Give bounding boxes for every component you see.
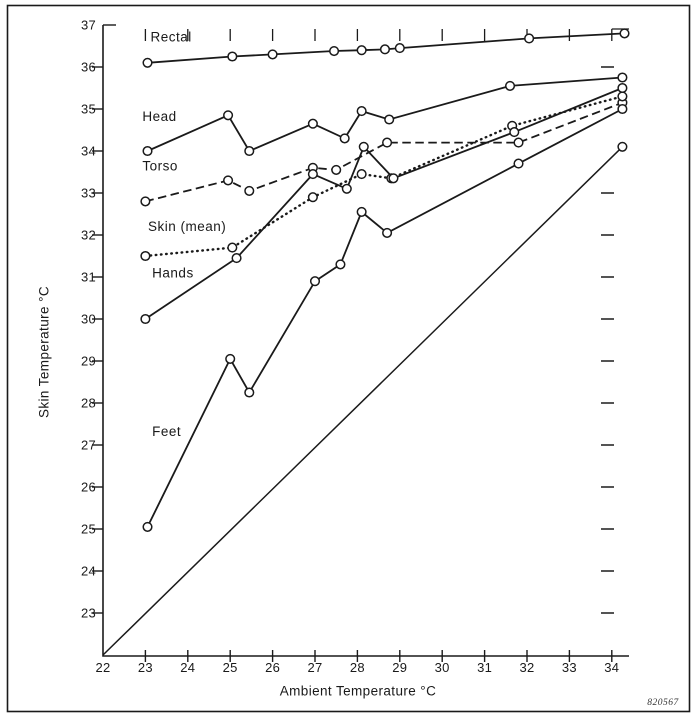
data-point-head (385, 115, 394, 124)
y-axis-tick-label: 36 (80, 59, 96, 75)
data-point-hands (232, 254, 241, 263)
x-axis-tick-label: 25 (222, 660, 238, 675)
y-axis-tick-label: 30 (80, 311, 96, 327)
data-point-hands (618, 84, 627, 93)
data-point-skin-mean (309, 193, 318, 202)
data-point-feet (311, 277, 320, 286)
data-point-feet (245, 388, 254, 397)
figure-border (8, 6, 690, 712)
data-point-head (340, 134, 349, 143)
data-point-torso (332, 166, 341, 175)
y-axis-tick-label: 25 (80, 521, 96, 537)
data-point-rectal (381, 45, 390, 54)
y-axis-tick-label: 34 (80, 143, 96, 159)
x-axis-tick-label: 32 (519, 660, 535, 675)
data-point-reference (618, 143, 627, 152)
x-axis-tick-label: 26 (265, 660, 281, 675)
x-axis-tick-label: 31 (477, 660, 493, 675)
x-axis-tick-label: 34 (604, 660, 620, 675)
series-label-torso: Torso (142, 158, 178, 174)
figure-number: 820567 (647, 698, 679, 708)
x-axis-tick-label: 23 (137, 660, 153, 675)
data-point-rectal (330, 47, 339, 56)
data-point-rectal (525, 34, 534, 43)
data-point-head (245, 147, 254, 156)
data-point-head (357, 107, 366, 116)
data-point-hands (510, 128, 519, 137)
y-axis-tick-label: 24 (80, 563, 96, 579)
data-point-torso (141, 197, 150, 206)
data-point-rectal (143, 59, 152, 68)
x-axis-tick-label: 29 (392, 660, 408, 675)
data-point-torso (514, 138, 523, 147)
y-axis-tick-label: 27 (80, 437, 96, 453)
data-point-torso (383, 138, 392, 147)
series-label-hands: Hands (152, 265, 194, 281)
data-point-hands (389, 174, 398, 183)
data-point-torso (245, 187, 254, 196)
data-point-skin-mean (141, 252, 150, 261)
data-point-head (309, 119, 318, 128)
data-point-head (506, 82, 515, 91)
y-axis-tick-label: 37 (80, 17, 96, 33)
x-axis-title: Ambient Temperature °C (279, 683, 437, 699)
x-axis-tick-label: 22 (95, 660, 111, 675)
data-point-head (618, 73, 627, 82)
y-axis-tick-label: 35 (80, 101, 96, 117)
x-axis-tick-label: 30 (434, 660, 450, 675)
data-point-head (224, 111, 233, 120)
y-axis-tick-label: 28 (80, 395, 96, 411)
data-point-feet (357, 208, 366, 217)
y-axis-tick-label: 29 (80, 353, 96, 369)
data-point-rectal (268, 50, 277, 59)
data-point-feet (336, 260, 345, 269)
data-point-hands (359, 143, 368, 152)
series-label-skin-mean: Skin (mean) (147, 219, 227, 235)
data-point-feet (143, 523, 152, 532)
data-point-hands (141, 315, 150, 324)
series-label-feet: Feet (152, 424, 182, 440)
x-axis-tick-label: 33 (561, 660, 577, 675)
data-point-rectal (228, 52, 237, 61)
data-point-skin-mean (357, 170, 366, 179)
y-axis-tick-label: 32 (80, 227, 96, 243)
data-point-feet (618, 105, 627, 114)
y-axis-tick-label: 33 (80, 185, 96, 201)
series-line-feet (148, 109, 623, 527)
axes-frame (103, 25, 629, 656)
x-axis-tick-label: 28 (349, 660, 365, 675)
data-point-rectal (620, 29, 629, 38)
data-point-rectal (396, 44, 405, 53)
data-point-feet (383, 229, 392, 238)
y-axis-tick-label: 26 (80, 479, 96, 495)
data-point-feet (226, 355, 235, 364)
y-axis-tick-label: 23 (80, 605, 96, 621)
series-line-hands (145, 88, 622, 319)
data-point-hands (343, 185, 352, 194)
data-point-skin-mean (228, 243, 237, 252)
data-point-feet (514, 159, 523, 168)
series-label-rectal: Rectal (150, 29, 192, 45)
x-axis-tick-label: 27 (307, 660, 323, 675)
data-point-torso (224, 176, 233, 185)
data-point-skin-mean (618, 92, 627, 101)
y-axis-title: Skin Temperature °C (36, 285, 52, 419)
x-axis-tick-label: 24 (180, 660, 196, 675)
data-point-hands (309, 170, 318, 179)
data-point-rectal (357, 46, 366, 55)
series-label-head: Head (142, 109, 177, 125)
y-axis-tick-label: 31 (80, 269, 96, 285)
data-point-head (143, 147, 152, 156)
